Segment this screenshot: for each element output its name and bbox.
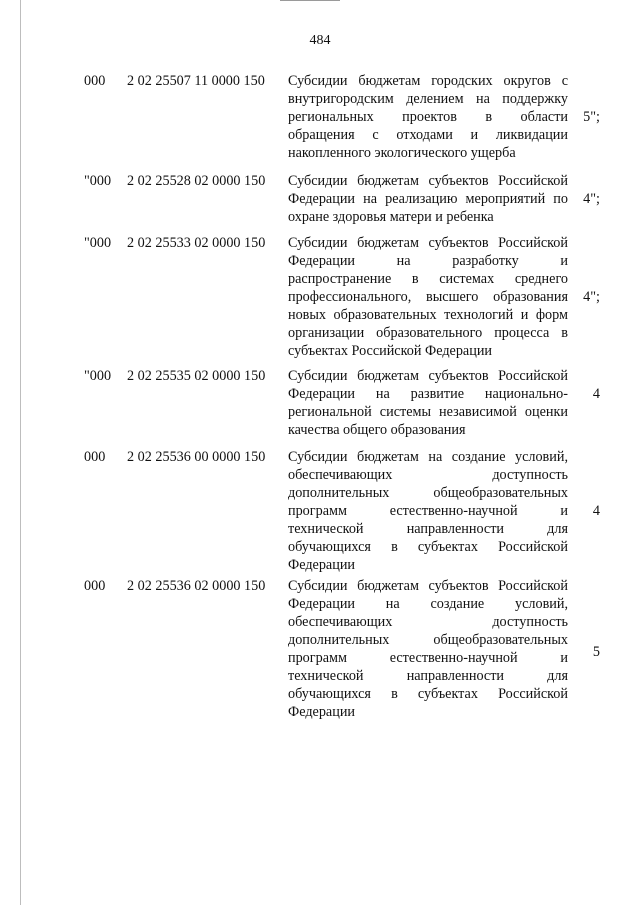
admin-code: 000 — [84, 449, 106, 465]
description-line: качества общего образования — [288, 422, 466, 438]
description-line: Субсидии бюджетам субъектов Российской — [288, 173, 568, 189]
revenue-description — [288, 367, 568, 439]
normative-value: 4"; — [583, 191, 600, 207]
description-line: обучающихся в субъектах Российской — [288, 539, 568, 555]
revenue-description — [288, 234, 568, 360]
normative-value: 4"; — [583, 289, 600, 305]
description-line: региональных проектов в области — [288, 109, 568, 125]
description-line: Субсидии бюджетам субъектов Российской — [288, 235, 568, 251]
budget-classification-code: 2 02 25536 00 0000 150 — [127, 449, 266, 465]
revenue-description — [288, 448, 568, 574]
budget-classification-code: 2 02 25535 02 0000 150 — [127, 368, 266, 384]
admin-code: "000 — [84, 235, 112, 251]
budget-classification-code: 2 02 25533 02 0000 150 — [127, 235, 266, 251]
budget-classification-code: 2 02 25507 11 0000 150 — [127, 73, 265, 89]
description-line: Федерации на создание условий, — [288, 596, 568, 612]
admin-code: 000 — [84, 578, 106, 594]
budget-classification-code: 2 02 25536 02 0000 150 — [127, 578, 266, 594]
description-line: технической направленности для — [288, 521, 568, 537]
description-line: Субсидии бюджетам субъектов Российской — [288, 578, 568, 594]
description-line: Субсидии бюджетам субъектов Российской — [288, 368, 568, 384]
description-line: программ естественно-научной и — [288, 503, 568, 519]
description-line: Субсидии бюджетам на создание условий, — [288, 449, 568, 465]
description-line: Субсидии бюджетам городских округов с — [288, 73, 568, 89]
description-line: Федерации — [288, 557, 356, 573]
normative-value: 5"; — [583, 109, 600, 125]
description-line: обучающихся в субъектах Российской — [288, 686, 568, 702]
description-line: Федерации на развитие национально- — [288, 386, 568, 402]
description-line: программ естественно-научной и — [288, 650, 568, 666]
description-line: региональной системы независимой оценки — [288, 404, 568, 420]
scan-mark — [280, 0, 340, 1]
revenue-description — [288, 72, 568, 162]
description-line: обеспечивающих доступность — [288, 614, 568, 630]
normative-value: 4 — [592, 386, 600, 402]
description-line: обеспечивающих доступность — [288, 467, 568, 483]
budget-classification-code: 2 02 25528 02 0000 150 — [127, 173, 266, 189]
description-line: распространение в системах среднего — [288, 271, 568, 287]
description-line: накопленного экологического ущерба — [288, 145, 516, 161]
admin-code: 000 — [84, 73, 106, 89]
description-line: Федерации на разработку и — [288, 253, 568, 269]
admin-code: "000 — [84, 173, 112, 189]
description-line: дополнительных общеобразовательных — [288, 485, 568, 501]
description-line: охране здоровья матери и ребенка — [288, 209, 494, 225]
description-line: Федерации — [288, 704, 356, 720]
revenue-description — [288, 172, 568, 226]
description-line: профессионального, высшего образования — [288, 289, 568, 305]
description-line: технической направленности для — [288, 668, 568, 684]
page-edge-line — [20, 0, 21, 905]
admin-code: "000 — [84, 368, 112, 384]
description-line: дополнительных общеобразовательных — [288, 632, 568, 648]
normative-value: 5 — [592, 644, 600, 660]
revenue-description — [288, 577, 568, 721]
description-line: Федерации на реализацию мероприятий по — [288, 191, 568, 207]
description-line: внутригородским делением на поддержку — [288, 91, 568, 107]
description-line: субъектах Российской Федерации — [288, 343, 492, 359]
description-line: новых образовательных технологий и форм — [288, 307, 568, 323]
normative-value: 4 — [592, 503, 600, 519]
description-line: организации образовательного процесса в — [288, 325, 568, 341]
page-number: 484 — [309, 33, 331, 48]
description-line: обращения с отходами и ликвидации — [288, 127, 568, 143]
